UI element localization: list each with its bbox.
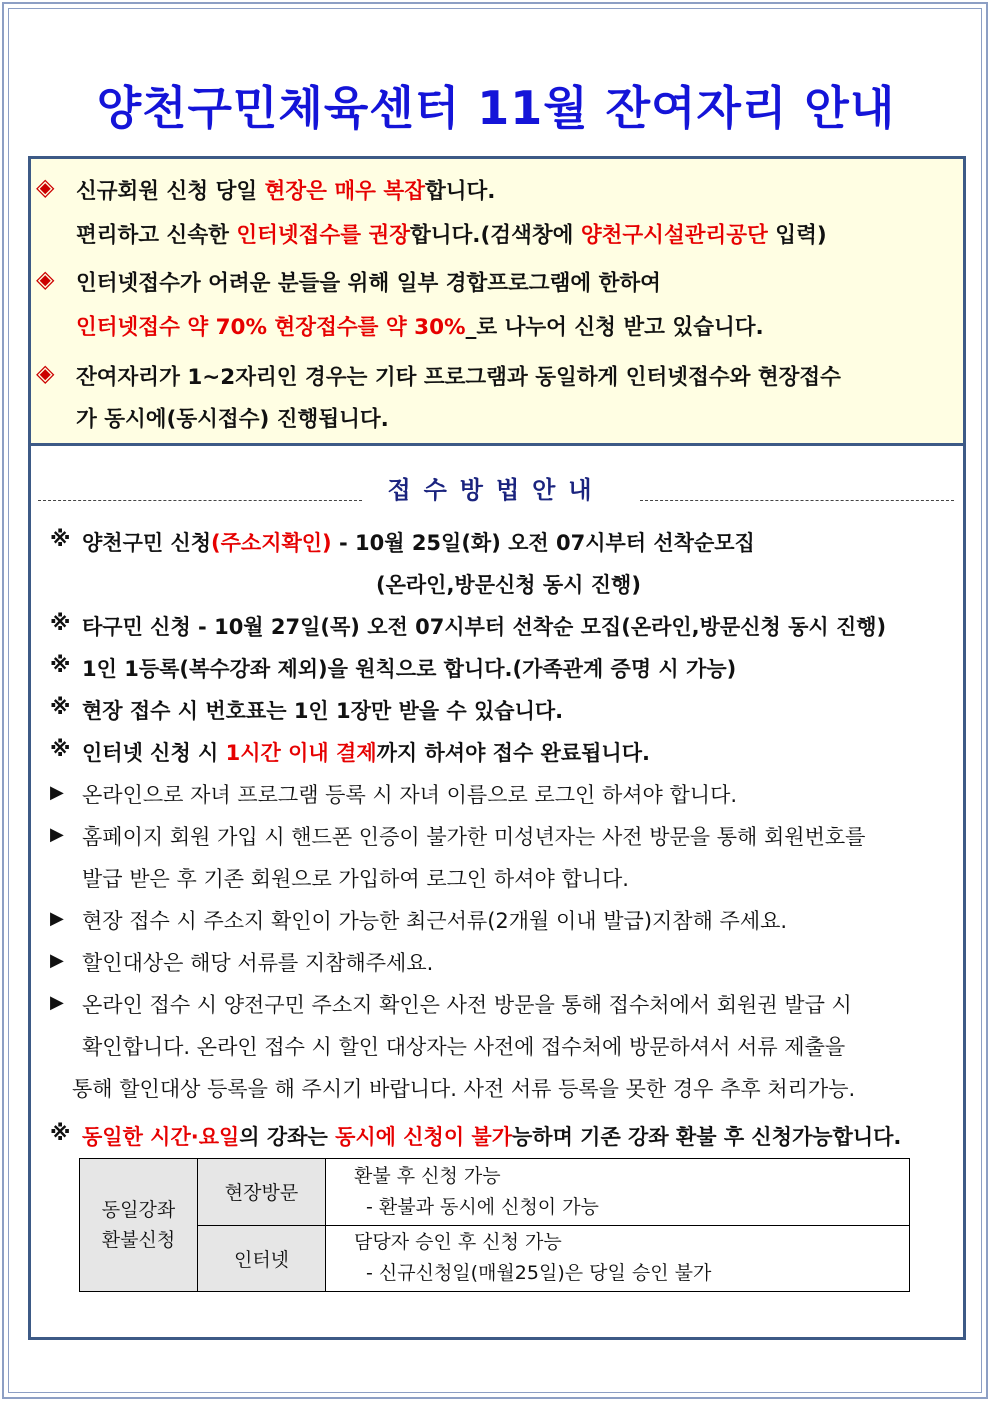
notice-2-line-1: 인터넷접수가 어려운 분들을 위해 일부 경합프로그램에 한하여 (76, 271, 661, 296)
arrow-bullet-icon: ▶ (50, 992, 64, 1013)
table-row (80, 1159, 910, 1226)
refund-apply-table (79, 1158, 910, 1292)
arrow-bullet-icon: ▶ (50, 950, 64, 971)
online-address-note-line-3: 통해 할인대상 등록을 해 주시기 바랍니다. 사전 서류 등록을 못한 경우 추후 처리가능. (72, 1077, 856, 1101)
same-time-rule: 동일한 시간·요일의 강좌는 동시에 신청이 불가능하며 기존 강좌 환불 후 신청가능합니다. (82, 1125, 902, 1149)
resident-apply-note: (온라인,방문신청 동시 진행) (376, 573, 641, 597)
reference-mark-icon: ※ (50, 527, 71, 551)
one-registration-rule: 1인 1등록(복수강좌 제외)을 원칙으로 합니다.(가족관계 증명 시 가능) (82, 657, 737, 681)
reference-mark-icon: ※ (50, 653, 71, 677)
reference-mark-icon: ※ (50, 611, 71, 635)
nonresident-apply-line: 타구민 신청 - 10월 27일(목) 오전 07시부터 선착순 모집(온라인,방문신청 동시 진행) (82, 615, 887, 639)
notice-2-line-2: 인터넷접수 약 70% 현장접수를 약 30%_로 나누어 신청 받고 있습니다. (76, 315, 764, 340)
table-head-cell: 동일강좌 환불신청 (80, 1159, 198, 1292)
table-desc-cell: 담당자 승인 후 신청 가능 - 신규신청일(매월25일)은 당일 승인 불가 (326, 1225, 910, 1292)
notice-1-line-2: 편리하고 신속한 인터넷접수를 권장합니다.(검색창에 양천구시설관리공단 입력) (76, 223, 827, 248)
document-note: 현장 접수 시 주소지 확인이 가능한 최근서류(2개월 이내 발급)지참해 주세요. (82, 909, 788, 933)
reference-mark-icon: ※ (50, 1121, 71, 1145)
online-address-note-line-1: 온라인 접수 시 양전구민 주소지 확인은 사전 방문을 통해 접수처에서 회원권 발급 시 (82, 993, 852, 1017)
diamond-bullet-icon: ◈ (36, 359, 55, 387)
table-type-cell: 인터넷 (198, 1225, 326, 1292)
diamond-bullet-icon: ◈ (36, 173, 55, 201)
notice-1-line-1: 신규회원 신청 당일 현장은 매우 복잡합니다. (76, 179, 496, 204)
minor-signup-note-line-1: 홈페이지 회원 가입 시 핸드폰 인증이 불가한 미성년자는 사전 방문을 통해 회원번호를 (82, 825, 866, 849)
table-desc-cell: 환불 후 신청 가능 - 환불과 동시에 신청이 가능 (326, 1159, 910, 1226)
table-type-cell: 현장방문 (198, 1159, 326, 1226)
notice-3-line-2: 가 동시에(동시접수) 진행됩니다. (76, 407, 389, 432)
payment-rule: 인터넷 신청 시 1시간 이내 결제까지 하셔야 접수 완료됩니다. (82, 741, 650, 765)
resident-apply-line: 양천구민 신청(주소지확인) - 10월 25일(화) 오전 07시부터 선착순모집 (82, 531, 755, 555)
online-address-note-line-2: 확인합니다. 온라인 접수 시 할인 대상자는 사전에 접수처에 방문하셔서 서류 제출을 (82, 1035, 846, 1059)
reference-mark-icon: ※ (50, 695, 71, 719)
table-row (80, 1225, 910, 1292)
arrow-bullet-icon: ▶ (50, 824, 64, 845)
ticket-rule: 현장 접수 시 번호표는 1인 1장만 받을 수 있습니다. (82, 699, 564, 723)
arrow-bullet-icon: ▶ (50, 908, 64, 929)
method-heading: 접수방법안내 (387, 476, 605, 504)
page-title: 양천구민체육센터 11월 잔여자리 안내 (96, 81, 896, 135)
minor-signup-note-line-2: 발급 받은 후 기존 회원으로 가입하여 로그인 하셔야 합니다. (82, 867, 629, 891)
arrow-bullet-icon: ▶ (50, 782, 64, 803)
notice-3-line-1: 잔여자리가 1~2자리인 경우는 기타 프로그램과 동일하게 인터넷접수와 현장접수 (76, 365, 841, 390)
discount-note: 할인대상은 해당 서류를 지참해주세요. (82, 951, 434, 975)
child-login-note: 온라인으로 자녀 프로그램 등록 시 자녀 이름으로 로그인 하셔야 합니다. (82, 783, 738, 807)
reference-mark-icon: ※ (50, 737, 71, 761)
diamond-bullet-icon: ◈ (36, 265, 55, 293)
